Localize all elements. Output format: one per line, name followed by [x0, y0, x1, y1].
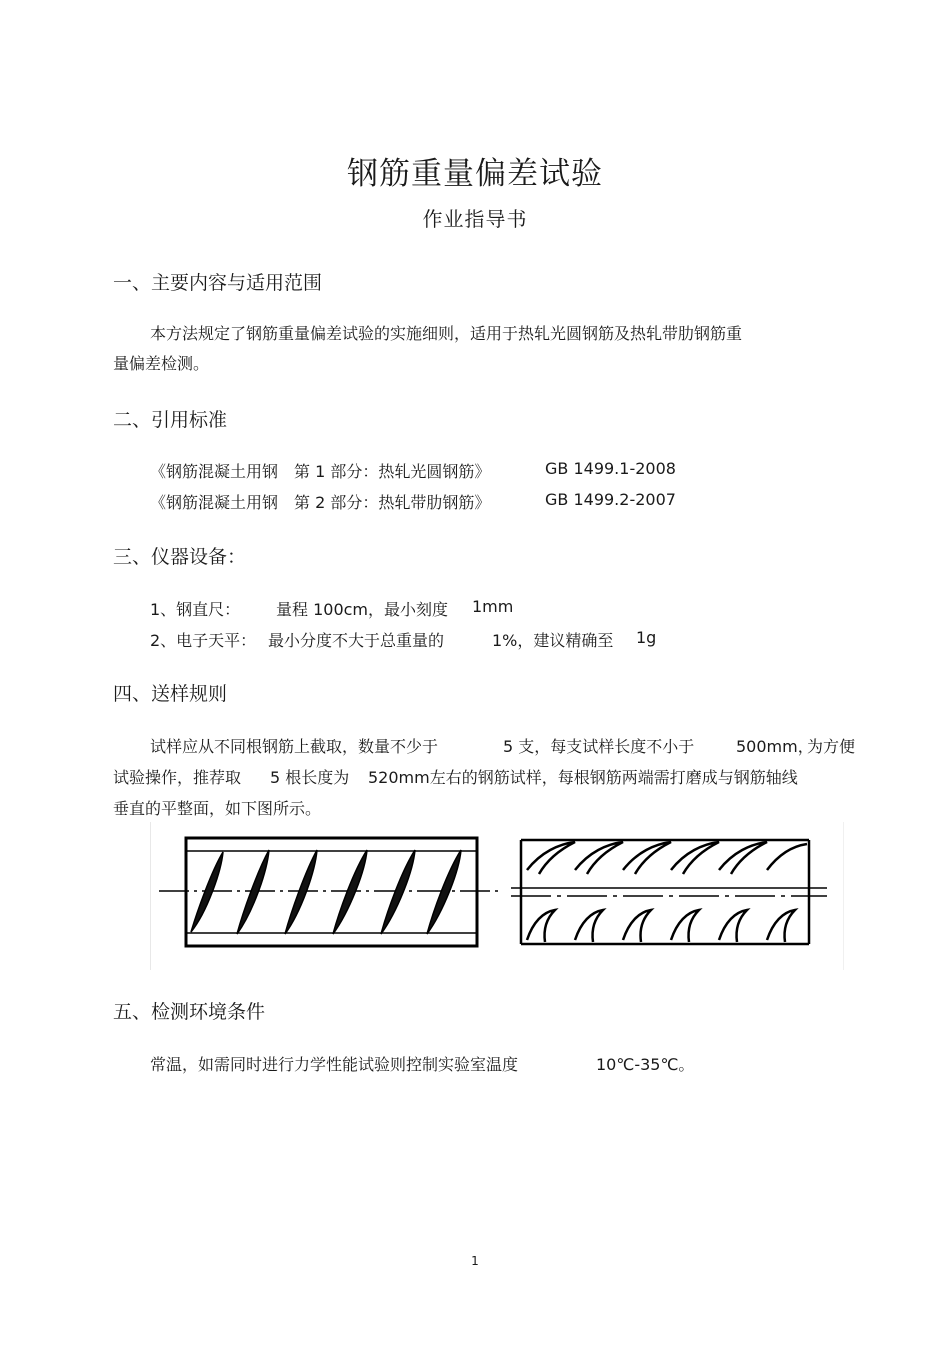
sampling-line1-part-c: 500mm，: [736, 737, 814, 756]
section-heading-sampling: 四、送样规则: [113, 683, 228, 705]
environment-text-part-b: 10℃-35℃。: [596, 1055, 695, 1074]
sampling-line1-part-d: 为方便: [807, 737, 856, 756]
sampling-line3: 垂直的平整面，如下图所示。: [113, 799, 322, 818]
section-heading-equipment: 三、仪器设备：: [113, 546, 247, 568]
section-heading-references: 二、引用标准: [113, 409, 228, 431]
standard-2-code: GB 1499.2-2007: [545, 490, 676, 509]
equipment-1-value: 1mm: [472, 597, 514, 616]
document-title: 钢筋重量偏差试验: [347, 156, 603, 192]
plain-round-bar-drawing: [159, 838, 499, 946]
ribbed-bar-drawing: [511, 840, 827, 944]
rebar-drawings: [151, 822, 843, 970]
standard-1-name: 《钢筋混凝土用钢 第 1 部分：热轧光圆钢筋》: [150, 462, 491, 481]
standard-2-name: 《钢筋混凝土用钢 第 2 部分：热轧带肋钢筋》: [150, 493, 491, 512]
scope-text-line-2: 量偏差检测。: [113, 354, 210, 373]
document-subtitle: 作业指导书: [422, 207, 528, 231]
equipment-1-label: 1、钢直尺：: [150, 600, 241, 619]
equipment-2-text: 最小分度不大于总重量的: [268, 631, 445, 650]
environment-text-part-a: 常温，如需同时进行力学性能试验则控制实验室温度: [150, 1055, 519, 1074]
equipment-1-text: 量程 100cm，最小刻度: [276, 600, 449, 619]
rebar-figure: [150, 822, 844, 970]
standard-1-code: GB 1499.1-2008: [545, 459, 676, 478]
section-heading-scope: 一、主要内容与适用范围: [113, 272, 323, 294]
sampling-line1-part-b: 5 支，每支试样长度不小于: [503, 737, 695, 756]
scope-text-line-1: 本方法规定了钢筋重量偏差试验的实施细则，适用于热轧光圆钢筋及热轧带肋钢筋重: [150, 324, 743, 343]
sampling-line2-part-b: 5 根长度为: [270, 768, 350, 787]
section-heading-environment: 五、检测环境条件: [113, 1001, 266, 1023]
equipment-2-value: 1%，建议精确至: [492, 631, 614, 650]
sampling-line1-part-a: 试样应从不同根钢筋上截取，数量不少于: [150, 737, 439, 756]
page-number: 1: [471, 1254, 479, 1268]
sampling-line2-part-c: 520mm左右的钢筋试样，每根钢筋两端需打磨成与钢筋轴线: [368, 768, 798, 787]
equipment-2-value2: 1g: [636, 628, 657, 647]
equipment-2-label: 2、电子天平：: [150, 631, 257, 650]
sampling-line2-part-a: 试验操作，推荐取: [113, 768, 242, 787]
